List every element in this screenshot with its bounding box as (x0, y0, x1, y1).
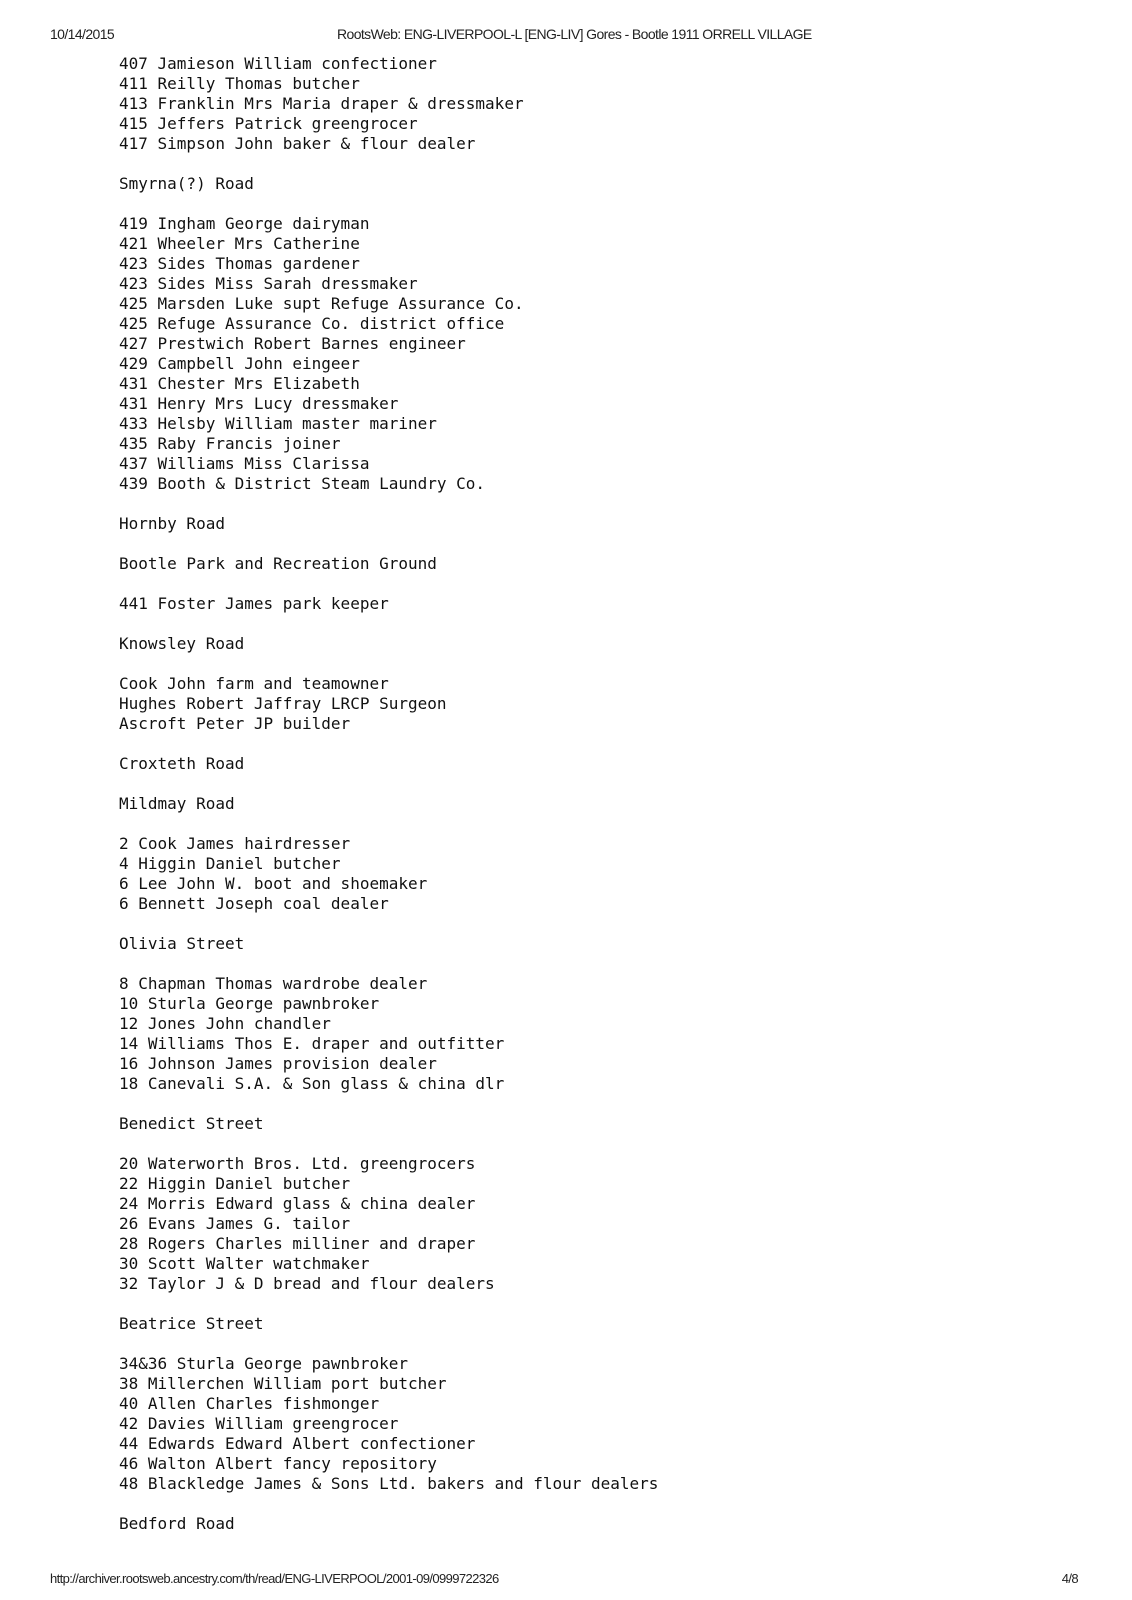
listing-line: 38 Millerchen William port butcher (119, 1374, 447, 1393)
blank-line (119, 1294, 1079, 1314)
blank-line (119, 814, 1079, 834)
listing-line: 433 Helsby William master mariner (119, 414, 437, 433)
listing-line: 421 Wheeler Mrs Catherine (119, 234, 360, 253)
listing-line: Smyrna(?) Road (119, 174, 254, 193)
listing-line: 2 Cook James hairdresser (119, 834, 351, 853)
blank-line (119, 574, 1079, 594)
listing-line: 6 Lee John W. boot and shoemaker (119, 874, 428, 893)
listing-line: 26 Evans James G. tailor (119, 1214, 351, 1233)
listing-line: 435 Raby Francis joiner (119, 434, 341, 453)
listing-line: 411 Reilly Thomas butcher (119, 74, 360, 93)
listing-line: 419 Ingham George dairyman (119, 214, 370, 233)
listing-line: 439 Booth & District Steam Laundry Co. (119, 474, 486, 493)
listing-line: 30 Scott Walter watchmaker (119, 1254, 370, 1273)
listing-line: Benedict Street (119, 1114, 264, 1133)
listing-line: 429 Campbell John eingeer (119, 354, 360, 373)
listing-line: Beatrice Street (119, 1314, 264, 1333)
listing-line: Hornby Road (119, 514, 225, 533)
listing-line: 431 Chester Mrs Elizabeth (119, 374, 360, 393)
listing-line: 441 Foster James park keeper (119, 594, 389, 613)
listing-line: 6 Bennett Joseph coal dealer (119, 894, 389, 913)
listing-line: 16 Johnson James provision dealer (119, 1054, 437, 1073)
listing-line: 417 Simpson John baker & flour dealer (119, 134, 476, 153)
listing-line: 425 Marsden Luke supt Refuge Assurance Co. (119, 294, 524, 313)
listing-line: 413 Franklin Mrs Maria draper & dressmaker (119, 94, 524, 113)
blank-line (119, 654, 1079, 674)
page-number: 4/8 (1061, 1571, 1078, 1586)
source-url: http://archiver.rootsweb.ancestry.com/th/read/ENG-LIVERPOOL/2001-09/0999722326 (50, 1571, 499, 1586)
listing-line: 425 Refuge Assurance Co. district office (119, 314, 505, 333)
print-date: 10/14/2015 (50, 26, 115, 42)
blank-line (119, 154, 1079, 174)
listing-line: 40 Allen Charles fishmonger (119, 1394, 380, 1413)
listing-line: 423 Sides Thomas gardener (119, 254, 360, 273)
page-title: RootsWeb: ENG-LIVERPOOL-L [ENG-LIV] Gores - Bootle 1911 ORRELL VILLAGE (337, 26, 812, 42)
listing-line: 32 Taylor J & D bread and flour dealers (119, 1274, 495, 1293)
listing-line: 437 Williams Miss Clarissa (119, 454, 370, 473)
blank-line (119, 954, 1079, 974)
listing-line: Cook John farm and teamowner (119, 674, 389, 693)
blank-line (119, 614, 1079, 634)
listing-line: 42 Davies William greengrocer (119, 1414, 399, 1433)
listing-line: 44 Edwards Edward Albert confectioner (119, 1434, 476, 1453)
blank-line (119, 774, 1079, 794)
listing-line: 48 Blackledge James & Sons Ltd. bakers and flour dealers (119, 1474, 659, 1493)
blank-line (119, 914, 1079, 934)
listing-line: 28 Rogers Charles milliner and draper (119, 1234, 476, 1253)
listing-line: Hughes Robert Jaffray LRCP Surgeon (119, 694, 447, 713)
listing-line: Ascroft Peter JP builder (119, 714, 351, 733)
blank-line (119, 494, 1079, 514)
blank-line (119, 1334, 1079, 1354)
listing-line: 431 Henry Mrs Lucy dressmaker (119, 394, 399, 413)
listing-line: Bootle Park and Recreation Ground (119, 554, 437, 573)
listing-line: 8 Chapman Thomas wardrobe dealer (119, 974, 428, 993)
listing-line: Olivia Street (119, 934, 245, 953)
listing-line: 34&36 Sturla George pawnbroker (119, 1354, 408, 1373)
listing-line: 18 Canevali S.A. & Son glass & china dlr (119, 1074, 505, 1093)
listing-line: 12 Jones John chandler (119, 1014, 331, 1033)
blank-line (119, 1134, 1079, 1154)
blank-line (119, 1094, 1079, 1114)
blank-line (119, 194, 1079, 214)
listing-line: Bedford Road (119, 1514, 235, 1533)
listing-line: 24 Morris Edward glass & china dealer (119, 1194, 476, 1213)
listing-line: 423 Sides Miss Sarah dressmaker (119, 274, 418, 293)
listing-line: Mildmay Road (119, 794, 235, 813)
listing-line: 22 Higgin Daniel butcher (119, 1174, 351, 1193)
listing-line: 10 Sturla George pawnbroker (119, 994, 380, 1013)
listing-line: 427 Prestwich Robert Barnes engineer (119, 334, 466, 353)
blank-line (119, 734, 1079, 754)
listing-line: Croxteth Road (119, 754, 245, 773)
listing-line: 407 Jamieson William confectioner (119, 54, 437, 73)
directory-listing (119, 54, 1079, 1534)
blank-line (119, 534, 1079, 554)
listing-line: 20 Waterworth Bros. Ltd. greengrocers (119, 1154, 476, 1173)
listing-line: 14 Williams Thos E. draper and outfitter (119, 1034, 505, 1053)
listing-line: 4 Higgin Daniel butcher (119, 854, 341, 873)
listing-line: Knowsley Road (119, 634, 245, 653)
listing-line: 415 Jeffers Patrick greengrocer (119, 114, 418, 133)
listing-line: 46 Walton Albert fancy repository (119, 1454, 437, 1473)
blank-line (119, 1494, 1079, 1514)
